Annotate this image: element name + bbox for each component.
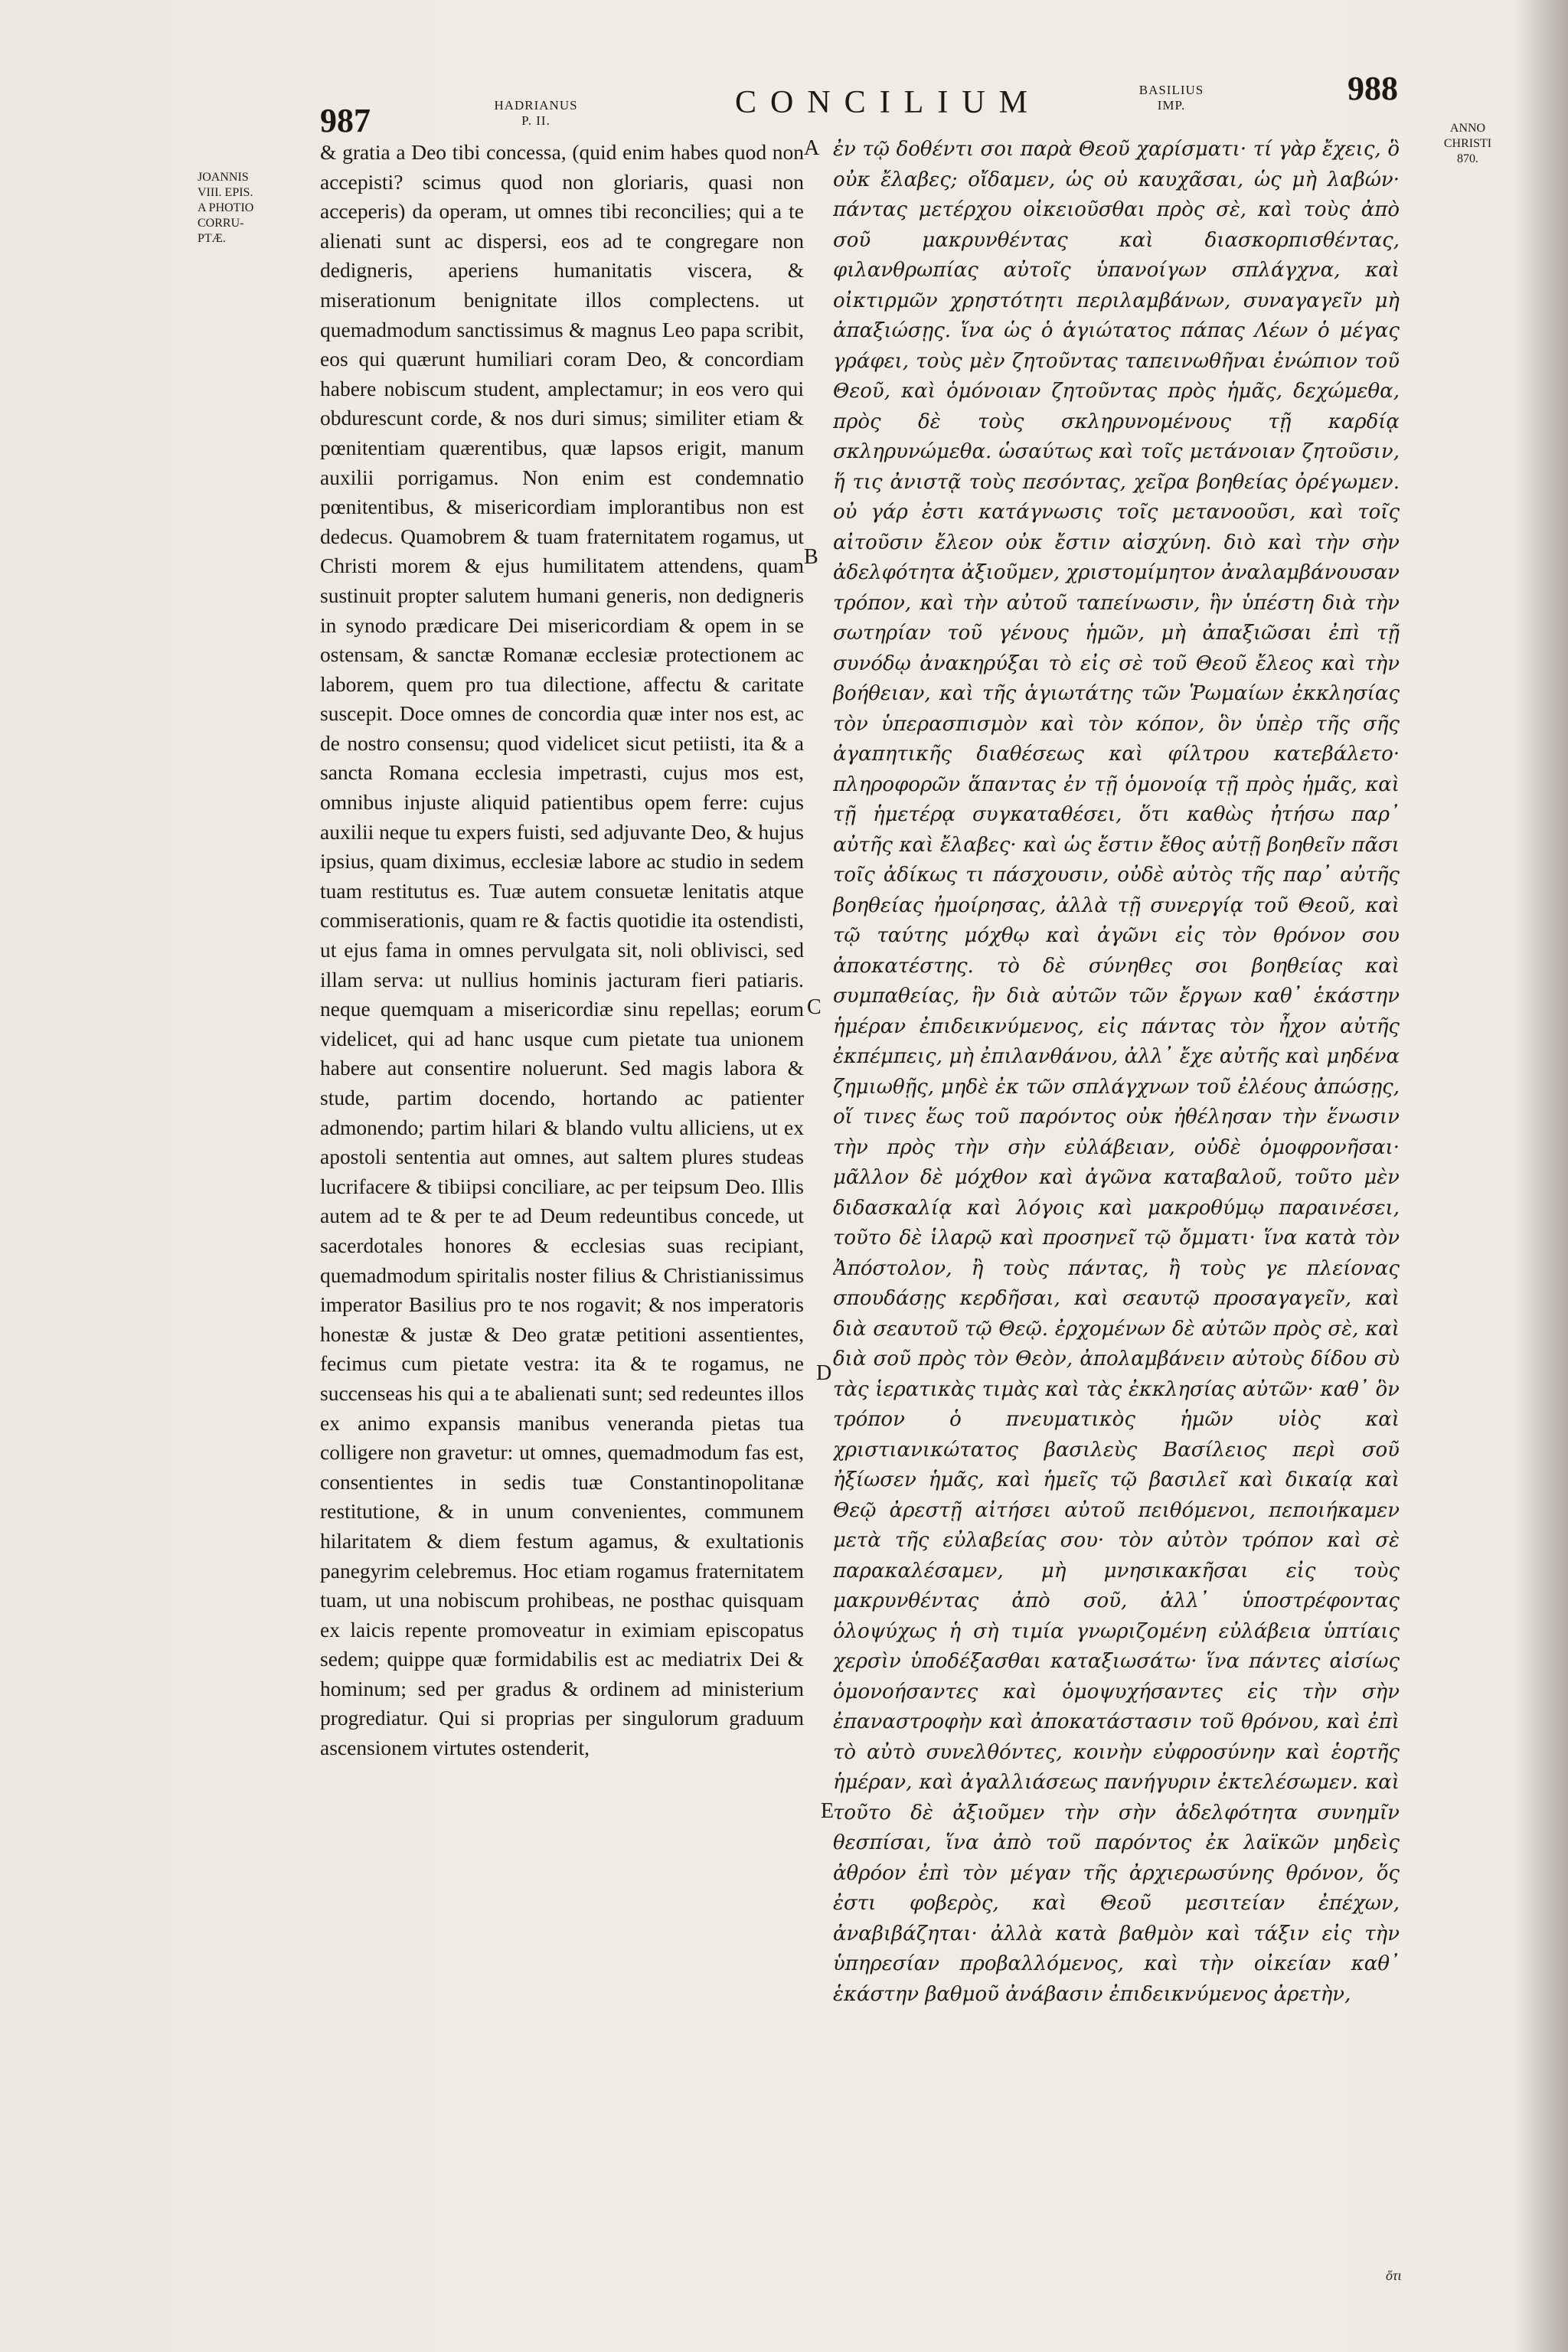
page-title: CONCILIUM bbox=[735, 85, 1041, 120]
right-running-head bbox=[1133, 83, 1210, 113]
left-running-head-sub: P. II. bbox=[521, 113, 550, 128]
greek-column bbox=[833, 135, 1400, 2233]
margin-note-line: PTÆ. bbox=[198, 232, 226, 245]
right-running-head-title: BASILIUS bbox=[1138, 83, 1204, 97]
right-page-number: 988 bbox=[1348, 70, 1398, 107]
left-running-head bbox=[490, 98, 582, 129]
margin-note-line: CORRU- bbox=[198, 217, 244, 230]
catchword: ὅτι bbox=[1386, 2268, 1402, 2283]
greek-text: ἐν τῷ δοθέντι σοι παρὰ Θεοῦ χαρίσματι· τί γὰρ ἔχεις, ὃ οὐκ ἔλαβες; οἴδαμεν, ὡς οὐ καυχᾶσαι, ὡς μὴ λαβών· πάντας μετέρχου οἰκειοῦσθαι πρὸς σὲ, καὶ τοὺς ἀπὸ σοῦ μακρυνθέντας καὶ διασκορπισθέντας, φιλανθρωπίας αὐτοῖς ὑπανοίγων σπλάγχνα, καὶ οἰκτιρμῶν χρηστότητι περιλαμβάνων, συναγαγεῖν μὴ ἀπαξιώσῃς. ἵνα ὡς ὁ ἁγιώτατος πάπας Λέων ὁ μέγας γράφει, τοὺς μὲν ζητοῦντας ταπεινωθῆναι ἐνώπιον τοῦ Θεοῦ, καὶ ὁμόνοιαν ζητοῦντας πρὸς ἡμᾶς, δεχώμεθα, πρὸς δὲ τοὺς σκληρυνομένους τῇ καρδίᾳ σκληρυνώμεθα. ὡσαύτως καὶ τοῖς μετάνοιαν ζητοῦσιν, ἥ τις ἀνιστᾷ τοὺς πεσόντας, χεῖρα βοηθείας ὀρέγωμεν. οὐ γάρ ἐστι κατάγνωσις τοῖς μετανοοῦσι, καὶ τοῖς αἰτοῦσιν ἔλεον οὐκ ἔστιν αἰσχύνη. διὸ καὶ τὴν σὴν ἀδελφότητα ἀξιοῦμεν, χριστομίμητον ἀναλαμβάνουσαν τρόπον, καὶ τὴν αὐτοῦ ταπείνωσιν, ἣν ὑπέστη διὰ τὴν σωτηρίαν τοῦ γένους ἡμῶν, μὴ ἀπαξιῶσαι ἐπὶ τῇ συνόδῳ ἀνακηρύξαι τὸ εἰς σὲ τοῦ Θεοῦ ἔλεος καὶ τὴν βοήθειαν, καὶ τῆς ἁγιωτάτης τῶν Ῥωμαίων ἐκκλησίας τὸν ὑπερασπισμὸν καὶ τὸν κόπον, ὃν ὑπὲρ τῆς σῆς ἀγαπητικῆς διαθέσεως καὶ φίλτρου κατεβάλετο· πληροφορῶν ἅπαντας ἐν τῇ ὁμονοίᾳ τῇ πρὸς ἡμᾶς, καὶ τῇ ἡμετέρᾳ συγκαταθέσει, ὅτι καθὼς ἠτήσω παρ᾽ αὐτῆς καὶ ἔλαβες· καὶ ὡς ἔστιν ἔθος αὐτῇ βοηθεῖν πᾶσι τοῖς ἀδίκως τι πάσχουσιν, οὐδὲ αὐτὸς τῆς παρ᾽ αὐτῆς βοηθείας ἠμοίρησας, ἀλλὰ τῇ συνεργίᾳ τοῦ Θεοῦ, καὶ τῷ ταύτης μόχθῳ καὶ ἀγῶνι εἰς τὸν θρόνον σου ἀποκατέστης. τὸ δὲ σύνηθες σοι βοηθείας καὶ συμπαθείας, ἣν διὰ αὐτῶν τῶν ἔργων καθ᾽ ἑκάστην ἡμέραν ἐπιδεικνύμενος, εἰς πάντας τὸν ἦχον αὐτῆς ἐκπέμπεις, μὴ ἐπιλανθάνου, ἀλλ᾽ ἔχε αὐτῆς καὶ μηδένα ζημιωθῇς, μηδὲ ἐκ τῶν σπλάγχνων τοῦ ἐλέους ἀπώσῃς, οἵ τινες ἕως τοῦ παρόντος οὐκ ἠθέλησαν τὴν ἕνωσιν τὴν πρὸς τὴν σὴν εὐλάβειαν, οὐδὲ ὁμοφρονῆσαι· μᾶλλον δὲ μόχθον καὶ ἀγῶνα καταβαλοῦ, τοῦτο μὲν διδασκαλίᾳ καὶ λόγοις καὶ μακροθύμῳ παραινέσει, τοῦτο δὲ ἱλαρῷ καὶ προσηνεῖ τῷ ὄμματι· ἵνα κατὰ τὸν Ἀπόστολον, ἢ τοὺς πάντας, ἢ τοὺς γε πλείονας σπουδάσῃς κερδῆσαι, καὶ σεαυτῷ προσαγαγεῖν, καὶ διὰ σεαυτοῦ τῷ Θεῷ. ἐρχομένων δὲ αὐτῶν πρὸς σὲ, καὶ διὰ σοῦ πρὸς τὸν Θεὸν, ἀπολαμβάνειν αὐτοὺς δίδου σὺ τὰς ἱερατικὰς τιμὰς καὶ τὰς ἐκκλησίας αὐτῶν· καθ᾽ ὃν τρόπον ὁ πνευματικὸς ἡμῶν υἱὸς καὶ χριστιανικώτατος βασιλεὺς Βασίλειος περὶ σοῦ ἠξίωσεν ἡμᾶς, καὶ ἡμεῖς τῷ βασιλεῖ καὶ δικαίᾳ καὶ Θεῷ ἀρεστῇ αἰτήσει αὐτοῦ πειθόμενοι, πεποιήκαμεν μετὰ τῆς εὐλαβείας σου· τὸν αὐτὸν τρόπον καὶ σὲ παρακαλέσαμεν, μὴ μνησικακῆσαι εἰς τοὺς μακρυνθέντας ἀπὸ σοῦ, ἀλλ᾽ ὑποστρέφοντας ὁλοψύχως ἡ σὴ τιμία γνωριζομένη εὐλάβεια ὑπτίαις χερσὶν ὑποδέξασθαι καταξιωσάτω· ἵνα πάντες αἰσίως ὁμονοήσαντες καὶ ὁμοψυχήσαντες εἰς τὴν σὴν ἐπαναστροφὴν καὶ ἀποκατάστασιν τοῦ θρόνου, καὶ ἐπὶ τὸ αὐτὸ συνελθόντες, κοινὴν εὐφροσύνην καὶ ἑορτῆς ἡμέραν, καὶ ἀγαλλιάσεως πανήγυριν ἐκτελέσωμεν. καὶ τοῦτο δὲ ἀξιοῦμεν τὴν σὴν ἀδελφότητα συνημῖν θεσπίσαι, ἵνα ἀπὸ τοῦ παρόντος ἐκ λαϊκῶν μηδεὶς ἀθρόον ἐπὶ τὸν μέγαν τῆς ἀρχιερωσύνης θρόνον, ὅς ἐστι φοβερὸς, καὶ Θεοῦ μεσιτείαν ἐπέχων, ἀναβιβάζηται· ἀλλὰ κατὰ βαθμὸν καὶ τάξιν εἰς τὴν ὑπηρεσίαν προβαλλόμενος, καὶ τὴν οἰκείαν καθ᾽ ἑκάστην βαθμοῦ ἀνάβασιν ἐπιδεικνύμενος ἀρετὴν, bbox=[833, 138, 1400, 2006]
left-running-head-title: HADRIANUS bbox=[494, 98, 578, 113]
right-margin-note bbox=[1426, 121, 1510, 167]
page-edge-shadow bbox=[1514, 0, 1568, 2352]
left-page-number: 987 bbox=[320, 102, 371, 139]
right-running-head-sub: IMP. bbox=[1157, 98, 1186, 113]
margin-note-line: ANNO bbox=[1449, 122, 1486, 135]
left-margin-note bbox=[198, 170, 305, 247]
section-marker-d: D bbox=[816, 1361, 832, 1385]
latin-text: & gratia a Deo tibi concessa, (quid enim habes quod non accepisti? scimus quod non gloriaris, quasi non acceperis) da operam, ut omnes tibi reconcilies; qui a te alienati sunt ac dispersi, eos ad te congregare non dedigneris, aperiens humanitatis viscera, & miserationum benignitate illos complectens. ut quemadmodum sanctissimus & magnus Leo papa scribit, eos qui quærunt humiliari coram Deo, & concordiam habere nobiscum student, amplectamur; in eos vero qui obdurescunt corde, & nos duri simus; similiter etiam & pœnitentiam quærentibus, quæ lapsos erigit, manum auxilii porrigamus. Non enim est condemnatio pœnitentibus, & misericordiam implorantibus non est dedecus. Quamobrem & tuam fraternitatem rogamus, ut Christi morem & ejus humilitatem attendens, quam sustinuit propter salutem humani generis, non dedigneris in synodo prædicare Dei misericordiam & opem in se ostensam, & sanctæ Romanæ ecclesiæ protectionem ac laborem, quem pro tua dilectione, affectu & caritate suscepit. Doce omnes de concordia quæ inter nos est, ac de nostro consensu; quod videlicet sicut petiisti, ita & a sancta Romana ecclesia impetrasti, cujus mos est, omnibus injuste aliquid patientibus opem ferre: cujus auxilii neque tu expers fuisti, sed adjuvante Deo, & hujus ipsius, quam diximus, ecclesiæ labore ac studio in sedem tuam restitutus es. Tuæ autem consuetæ lenitatis atque commiserationis, quam re & factis quotidie ita ostendisti, ut ejus fama in omnes pervulgata sit, noli oblivisci, sed illam serva: ut nullius hominis jacturam fieri patiaris. neque quemquam a misericordiæ sinu repellas; eorum videlicet, qui ad hanc usque cum pietate tua unionem habere aut consentire noluerunt. Sed magis labora & stude, partim docendo, hortando ac patienter admonendo; partim hilari & blando vultu alliciens, ut ex apostoli sententia aut omnes, aut saltem plures studeas lucrifacere & tibiipsi conciliare, ac per teipsum Deo. Illis autem ad te & per te ad Deum redeuntibus concede, ut sacerdotales honores & ecclesias suas recipiant, quemadmodum spiritalis noster filius & Christianissimus imperator Basilius pro te nos rogavit; & nos imperatoris honestæ & justæ & Deo gratæ petitioni assentientes, fecimus cum pietate vestra: ita & te rogamus, ne succenseas his qui a te abalienati sunt; sed redeuntes illos ex animo expansis manibus veneranda pietas tua colligere non gravetur: ut omnes, quemadmodum fas est, consentientes in sedis tuæ Constantinopolitanæ restitutione, & in unum convenientes, communem hilaritatem & diem festum agamus, & exultationis panegyrim celebremus. Hoc etiam rogamus fraternitatem tuam, ut una nobiscum prohibeas, ne posthac quisquam ex laicis repente promoveatur in eximiam episcopatus sedem; quippe quæ formidabilis est ac mediatrix Dei & hominum; sed per gradus & ordinem ad ministerium progrediatur. Qui si proprias per singulorum graduum ascensionem virtutes ostenderit, bbox=[320, 140, 804, 1760]
section-marker-e: E bbox=[821, 1799, 835, 1823]
section-marker-b: B bbox=[804, 545, 818, 569]
section-marker-c: C bbox=[807, 995, 822, 1019]
margin-note-line: VIII. EPIS. bbox=[198, 186, 253, 199]
margin-note-line: 870. bbox=[1457, 152, 1478, 165]
margin-note-line: A PHOTIO bbox=[198, 201, 254, 214]
margin-note-line: JOANNIS bbox=[198, 171, 249, 184]
latin-column bbox=[320, 138, 804, 2236]
margin-note-line: CHRISTI bbox=[1443, 137, 1492, 150]
section-marker-a: A bbox=[804, 136, 820, 160]
